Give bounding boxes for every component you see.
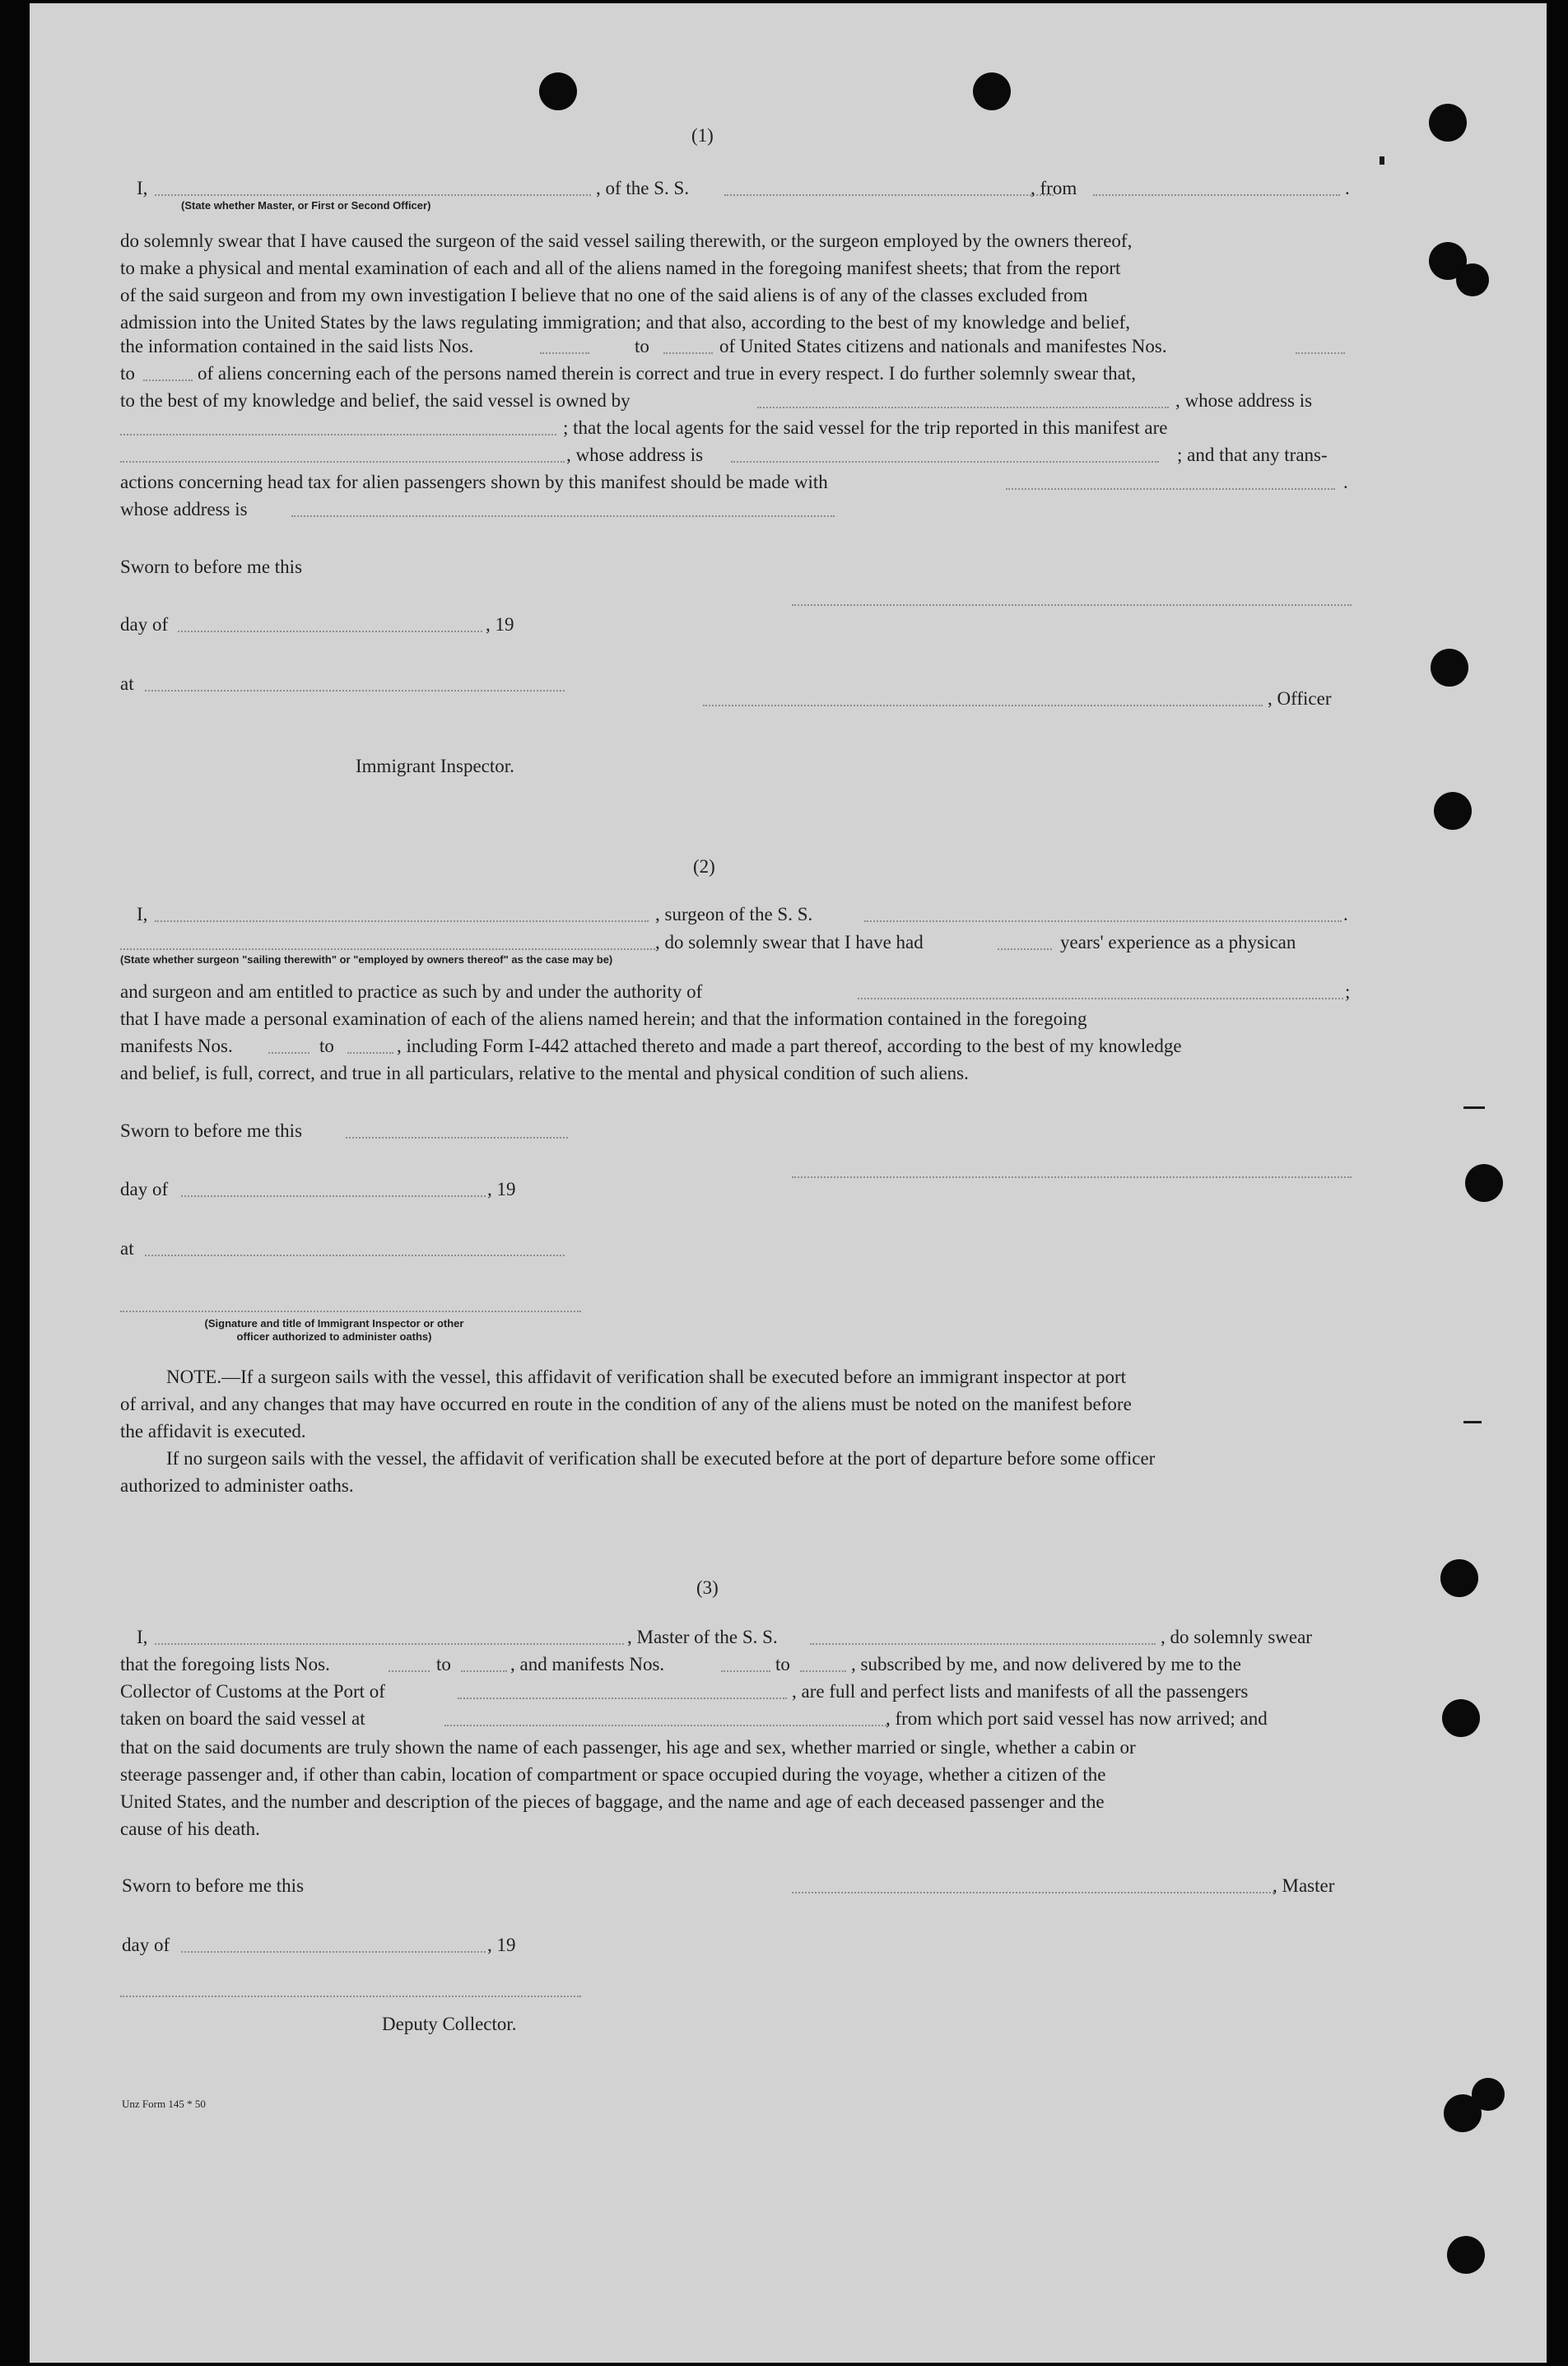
solemnly-swear-text: , do solemnly swear: [1161, 1627, 1312, 1647]
master-label: , Master: [1273, 1875, 1335, 1896]
deputy-collector-label: Deputy Collector.: [382, 2014, 517, 2034]
note-line: NOTE.—If a surgeon sails with the vessel, this affidavit of verification shall be executed before an immigrant inspector at port: [166, 1367, 1127, 1387]
form-number: Unz Form 145 * 50: [122, 2098, 206, 2110]
manifests-nos-blank[interactable]: [1296, 352, 1345, 354]
section-1-number: (1): [691, 125, 714, 146]
surgeon-signature-blank[interactable]: [792, 1176, 1352, 1178]
oath-line: to make a physical and mental examination of each and all of the aliens named in the foregoing manifest sheets; that from the report: [120, 258, 1121, 278]
officer-signature-blank[interactable]: [703, 705, 1263, 706]
agents-blank[interactable]: [120, 461, 565, 463]
vessel-name-blank[interactable]: [810, 1643, 1156, 1645]
master-name-blank[interactable]: [155, 1643, 624, 1645]
whose-address-label: whose address is: [120, 499, 248, 519]
master-signature-blank[interactable]: [792, 1892, 1274, 1893]
manifests-to-blank[interactable]: [800, 1670, 846, 1672]
signature-note: [128, 1317, 540, 1344]
sworn-label: Sworn to before me this: [120, 557, 303, 577]
to-label: to: [635, 336, 649, 356]
documents-line: cause of his death.: [120, 1819, 260, 1839]
place-blank[interactable]: [145, 1255, 565, 1256]
examination-text: that I have made a personal examination of each of the aliens named herein; and that the information contained in the foregoing: [120, 1008, 1087, 1029]
sworn-label: Sworn to before me this: [122, 1875, 305, 1896]
port-from-blank[interactable]: [1093, 194, 1340, 196]
day-of-label: day of: [122, 1935, 170, 1955]
authority-text: and surgeon and am entitled to practice as such by and under the authority of: [120, 981, 703, 1002]
from-label: , from: [1031, 178, 1077, 198]
head-tax-address-blank[interactable]: [291, 515, 835, 517]
whose-address-label: , whose address is: [1175, 390, 1313, 411]
punch-hole: [1456, 263, 1489, 296]
mark: [1380, 156, 1384, 165]
manifests-to-blank[interactable]: [143, 380, 193, 381]
oath-line: of the said surgeon and from my own investigation I believe that no one of the said aliens is of any of the classes excluded from: [120, 285, 1088, 305]
lists-nos-to-blank[interactable]: [663, 352, 713, 354]
documents-line: United States, and the number and description of the pieces of baggage, and the name and age of each deceased passenger and the: [120, 1791, 1105, 1812]
punch-hole: [1442, 1699, 1480, 1737]
surgeon-type-blank[interactable]: [120, 948, 655, 950]
deputy-signature-blank[interactable]: [120, 1996, 581, 1997]
year-label: , 19: [486, 614, 514, 635]
belief-text: and belief, is full, correct, and true in all particulars, relative to the mental and physical condition of such aliens.: [120, 1063, 969, 1083]
oath-start: I,: [137, 1627, 148, 1647]
agents-address-blank[interactable]: [731, 461, 1159, 463]
semicolon: ;: [1345, 981, 1351, 1002]
period: .: [1343, 472, 1348, 492]
note-line: authorized to administer oaths.: [120, 1475, 354, 1496]
officer-note: (State whether Master, or First or Second Officer): [181, 199, 431, 212]
manifests-from-blank[interactable]: [721, 1670, 770, 1672]
day-blank[interactable]: [181, 1951, 486, 1953]
signature-blank[interactable]: [792, 604, 1352, 606]
at-label: at: [120, 673, 134, 694]
master-of-label: , Master of the S. S.: [627, 1627, 778, 1647]
manifests-nos-from-blank[interactable]: [268, 1052, 309, 1054]
note-line: the affidavit is executed.: [120, 1421, 306, 1441]
taken-on-text: taken on board the said vessel at: [120, 1708, 365, 1729]
mark: [1463, 1106, 1485, 1109]
lists-from-blank[interactable]: [389, 1670, 430, 1672]
sworn-label: Sworn to before me this: [120, 1120, 303, 1141]
head-tax-party-blank[interactable]: [1006, 488, 1335, 490]
oath-paragraph: [120, 227, 1355, 336]
solemnly-swear-text: , do solemnly swear that I have had: [655, 932, 924, 952]
port-blank[interactable]: [458, 1698, 787, 1699]
lists-nos-from-blank[interactable]: [540, 352, 589, 354]
immigrant-inspector-label: Immigrant Inspector.: [356, 756, 514, 776]
lists-to-blank[interactable]: [461, 1670, 507, 1672]
oath-line: do solemnly swear that I have caused the surgeon of the said vessel sailing therewith, or the surgeon employed by the owners thereof,: [120, 231, 1133, 251]
day-of-label: day of: [120, 1179, 169, 1199]
place-blank[interactable]: [145, 690, 565, 692]
section-2-number: (2): [693, 856, 715, 877]
punch-hole: [1447, 2236, 1485, 2274]
form-sheet: [30, 3, 1547, 2363]
years-blank[interactable]: [998, 948, 1052, 950]
oath-start: I,: [137, 904, 148, 925]
authority-blank[interactable]: [858, 998, 1343, 999]
vessel-name-blank[interactable]: [724, 194, 1054, 196]
officer-name-blank[interactable]: [155, 194, 591, 196]
to-label: to: [436, 1654, 451, 1674]
lists-nos-label: the information contained in the said lists Nos.: [120, 336, 474, 356]
oath-start: I,: [137, 178, 148, 198]
punch-hole: [1429, 104, 1467, 142]
to-label: to: [319, 1036, 334, 1056]
mark: [1463, 1421, 1482, 1423]
year-label: , 19: [487, 1179, 516, 1199]
subscribed-text: , subscribed by me, and now delivered by me to the: [851, 1654, 1241, 1674]
year-label: , 19: [487, 1935, 516, 1955]
owner-blank[interactable]: [757, 407, 1169, 408]
foregoing-lists-text: that the foregoing lists Nos.: [120, 1654, 330, 1674]
which-port-text: , from which port said vessel has now arrived; and: [886, 1708, 1268, 1729]
punch-hole: [539, 72, 577, 110]
documents-paragraph: [120, 1734, 1355, 1842]
signature-note-line: officer authorized to administer oaths): [236, 1330, 432, 1343]
to-label: to: [120, 363, 135, 384]
period: .: [1345, 178, 1350, 198]
period: .: [1343, 904, 1348, 925]
port-of-departure-blank[interactable]: [444, 1725, 889, 1726]
head-tax-text: actions concerning head tax for alien passengers shown by this manifest should be made with: [120, 472, 828, 492]
surgeon-of-label: , surgeon of the S. S.: [655, 904, 813, 925]
signature-note-line: (Signature and title of Immigrant Inspector or other: [204, 1317, 464, 1330]
punch-hole: [1434, 792, 1472, 830]
documents-line: that on the said documents are truly shown the name of each passenger, his age and sex, whether married or single, whether a cabin or: [120, 1737, 1136, 1758]
experience-text: years' experience as a physican: [1060, 932, 1296, 952]
note-paragraph: [120, 1363, 1355, 1499]
full-perfect-text: , are full and perfect lists and manifests of all the passengers: [792, 1681, 1249, 1702]
sworn-blank[interactable]: [346, 1137, 568, 1139]
at-label: at: [120, 1238, 134, 1259]
punch-hole: [1465, 1164, 1503, 1202]
collector-text: Collector of Customs at the Port of: [120, 1681, 385, 1702]
of-ss-label: , of the S. S.: [596, 178, 690, 198]
surgeon-name-blank[interactable]: [155, 920, 649, 922]
note-line: If no surgeon sails with the vessel, the affidavit of verification shall be executed before at the port of departure before some officer: [166, 1448, 1156, 1469]
surgeon-note: (State whether surgeon "sailing therewith" or "employed by owners thereof" as the case may be): [120, 953, 613, 966]
officer-label: , Officer: [1268, 688, 1332, 709]
owned-by-text: to the best of my knowledge and belief, the said vessel is owned by: [120, 390, 630, 411]
manifests-nos-label: manifests Nos.: [120, 1036, 233, 1056]
vessel-name-blank[interactable]: [864, 920, 1342, 922]
manifests-nos-to-blank[interactable]: [347, 1052, 393, 1054]
trans-text: ; and that any trans-: [1177, 445, 1328, 465]
section-3-number: (3): [696, 1577, 719, 1598]
aliens-text: of aliens concerning each of the persons named therein is correct and true in every respect. I do further solemnly swear that,: [198, 363, 1136, 384]
note-line: of arrival, and any changes that may have occurred en route in the condition of any of the aliens must be noted on the manifest before: [120, 1394, 1132, 1414]
punch-hole: [1431, 649, 1468, 687]
citizens-text: of United States citizens and nationals and manifestes Nos.: [719, 336, 1167, 356]
oath-line: admission into the United States by the laws regulating immigration; and that also, according to the best of my knowledge and belief,: [120, 312, 1131, 333]
day-blank[interactable]: [178, 631, 482, 632]
day-blank[interactable]: [181, 1195, 486, 1197]
owner-address-blank[interactable]: [120, 434, 556, 435]
including-text: , including Form I-442 attached thereto and made a part thereof, according to the best of my knowledge: [397, 1036, 1182, 1056]
local-agents-text: ; that the local agents for the said vessel for the trip reported in this manifest are: [563, 417, 1168, 438]
to-label: to: [775, 1654, 790, 1674]
punch-hole: [1472, 2078, 1505, 2111]
punch-hole: [973, 72, 1011, 110]
documents-line: steerage passenger and, if other than cabin, location of compartment or space occupied during the voyage, whether a citizen of the: [120, 1764, 1106, 1785]
whose-address-label: , whose address is: [566, 445, 704, 465]
punch-hole: [1440, 1559, 1478, 1597]
inspector-signature-blank[interactable]: [120, 1311, 581, 1312]
and-manifests-text: , and manifests Nos.: [510, 1654, 665, 1674]
day-of-label: day of: [120, 614, 169, 635]
